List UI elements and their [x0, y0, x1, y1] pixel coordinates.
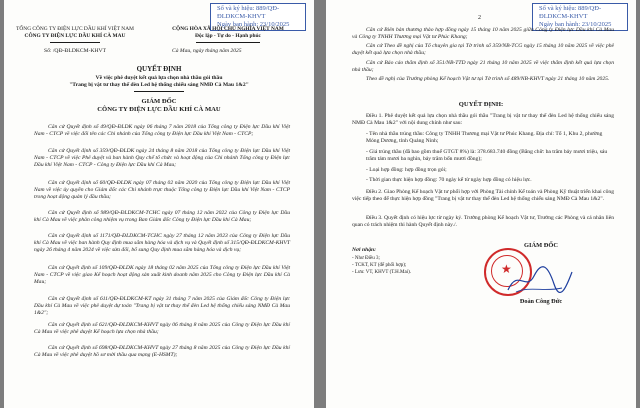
handwritten-signature: [504, 262, 574, 298]
decision-subtitle-2: "Trang bị vật tư thay thế đèn Led hệ thống chiếu sáng NMĐ Cà Mau 1&2": [69, 82, 249, 88]
basis-paragraph: Căn cứ Quyết định số 60/QĐ-ĐLDK ngày 07 tháng 02 năm 2020 của Tổng công ty Điện lực Dầu khí Việt Nam về việc ủy quyền cho Giám đốc các Chi nhánh trực thuộc Tổng công ty Điện lực Dầu khí Việt Nam - CTCP trong hoạt động quản lý đầu thầu;: [34, 180, 290, 201]
article-3: Điều 3. Quyết định có hiệu lực từ ngày ký. Trưởng phòng Kế hoạch Vật tư, Trưởng các Phòng và cá nhân liên quan có trách nhiệm thi hành Quyết định này./.: [352, 215, 614, 229]
motto-underline: [196, 42, 260, 43]
reg-number: Số và ký hiệu: 889/QĐ-ĐLDKCM-KHVT: [217, 5, 280, 20]
basis-paragraph: Căn cứ Quyết định số 989/QĐ-ĐLDKCM-TCHC ngày 07 tháng 12 năm 2022 của Công ty Điện lực Dầu khí Cà Mau về việc phân công nhiệm vụ trong Ban Giám đốc Công ty Điện lực Dầu khí Cà Mau;: [34, 210, 290, 224]
document-page-2: [326, 0, 636, 408]
award-detail: - Thời gian thực hiện hợp đồng: 70 ngày kể từ ngày hợp đồng có hiệu lực.: [366, 177, 532, 183]
award-detail: - Giá trúng thầu (đã bao gồm thuế GTGT 8%) là: 378.683.740 đồng (Bằng chữ: ba trăm bảy mươi triệu, sáu trăm tám mươi ba nghìn, bảy trăm bốn mươi đồng);: [366, 149, 608, 163]
nation-motto: Độc lập - Tự do - Hạnh phúc: [195, 33, 261, 39]
page-number: 2: [478, 15, 481, 21]
basis-paragraph: Căn cứ Quyết định số 621/QĐ-ĐLDKCM-KHVT ngày 06 tháng 8 năm 2025 của Công ty Điện lực Dầu khí Cà Mau về việc phê duyệt Kế hoạch lựa chọn nhà thầu;: [34, 322, 290, 336]
decide-heading: QUYẾT ĐỊNH:: [458, 101, 504, 108]
basis-paragraph: Căn cứ Quyết định số 49/QĐ-ĐLDK ngày 06 tháng 7 năm 2018 của Tổng công ty Điện lực Dầu khí Việt Nam - CTCP về việc đổi tên các Chi nhánh của Tổng công ty Điện lực Dầu khí Việt Nam - CTCP;: [34, 124, 290, 138]
basis-paragraph: Căn cứ Quyết định số 109/QĐ-ĐLDK ngày 18 tháng 02 năm 2025 của Tổng công ty Điện lực Dầu khí Việt Nam - CTCP về việc giao Kế hoạch hoạt động sản xuất kinh doanh năm 2025 cho Công ty Điện lực Dầu khí Cà Mau;: [34, 265, 290, 286]
recipients-title: Nơi nhận:: [352, 247, 376, 253]
recipient-item: - TCKT, KT (để phối hợp);: [352, 263, 407, 268]
document-page-1: [4, 0, 314, 408]
recipient-item: - Lưu: VT, KHVT (T.H.Mai).: [352, 270, 411, 275]
reg-number: Số và ký hiệu: 889/QĐ-ĐLDKCM-KHVT: [539, 5, 602, 20]
basis-paragraph: Căn cứ Báo cáo thẩm định số 351/NB-TTD ngày 21 tháng 10 năm 2025 về việc thẩm định kết quả lựa chọn nhà thầu;: [352, 60, 614, 74]
sign-title: GIÁM ĐỐC: [524, 242, 558, 249]
article-1: Điều 1. Phê duyệt kết quả lựa chọn nhà thầu gói thầu "Trang bị vật tư thay thế đèn Led hệ thống chiếu sáng NMĐ Cà Mau 1&2" với nội dung chính như sau:: [352, 113, 614, 127]
decision-title: QUYẾT ĐỊNH: [136, 65, 182, 73]
decision-subtitle-1: Về việc phê duyệt kết quả lựa chọn nhà thầu gói thầu: [95, 75, 223, 81]
org-underline: [50, 42, 100, 43]
document-number: Số: /QĐ-ĐLDKCM-KHVT: [44, 48, 106, 54]
award-detail: - Loại hợp đồng: hợp đồng trọn gói;: [366, 167, 447, 173]
director-org: CÔNG TY ĐIỆN LỰC DẦU KHÍ CÀ MAU: [97, 106, 221, 113]
title-underline: [134, 91, 184, 92]
award-detail: - Tên nhà thầu trúng thầu: Công ty TNHH Thương mại Vật tư Phúc Khang. Địa chỉ: Tổ 1, Khu 2, phường Móng Dương, tỉnh Quảng Ninh;: [366, 131, 603, 145]
reg-date: Ngày ban hành: 23/10/2025: [539, 21, 612, 28]
org-name: CÔNG TY ĐIỆN LỰC DẦU KHÍ CÀ MAU: [24, 33, 126, 39]
seal-star-icon: ★: [501, 262, 512, 276]
basis-paragraph: Căn cứ Quyết định số 698/QĐ-ĐLDKCM-KHVT ngày 27 tháng 8 năm 2025 của Công ty Điện lực Dầu khí Cà Mau về việc phê duyệt hồ sơ mời thầu qua mạng (E-HSMT);: [34, 345, 290, 359]
article-2: Điều 2. Giao Phòng Kế hoạch Vật tư phối hợp với Phòng Tài chính Kế toán và Phòng Kỹ thuật triển khai công việc tiếp theo để thực hiện hợp đồng "Trang bị vật tư thay thế đèn Led hệ thống chiếu sáng NMĐ Cà Mau 1&2".: [352, 189, 614, 203]
basis-paragraph: Căn cứ Biên bản thương thảo hợp đồng ngày 15 tháng 10 năm 2025 giữa Công ty Điện lực Dầu khí Cà Mau và Công ty TNHH Thương mại Vật tư Phúc Khang;: [352, 27, 614, 41]
basis-paragraph: Căn cứ Theo đề nghị của Tổ chuyên gia tại Tờ trình số 359/NB-TCG ngày 15 tháng 10 năm 2025 về việc phê duyệt kết quả lựa chọn nhà thầu;: [352, 43, 614, 57]
place-date: Cà Mau, ngày tháng năm 2025: [172, 48, 242, 54]
reg-date: Ngày ban hành: 23/10/2025: [217, 21, 290, 28]
basis-paragraph: Căn cứ Quyết định số 611/QĐ-ĐLDKCM-KT ngày 31 tháng 7 năm 2025 của Giám đốc Công ty Điện lực Dầu khí Cà Mau về việc phê duyệt dự toán "Trang bị vật tư thay thế đèn Led hệ thống chiếu sáng NMĐ Cà Mau 1&2";: [34, 296, 290, 317]
nation-name: CỘNG HÒA XÃ HỘI CHỦ NGHĨA VIỆT NAM: [172, 26, 284, 32]
parent-org: TỔNG CÔNG TY ĐIỆN LỰC DẦU KHÍ VIỆT NAM: [16, 26, 134, 32]
basis-paragraph: Theo đề nghị của Trưởng phòng Kế hoạch Vật tư tại Tờ trình số 489/NB-KHVT ngày 21 tháng 10 năm 2025.: [366, 76, 610, 82]
director-title: GIÁM ĐỐC: [141, 98, 177, 105]
basis-paragraph: Căn cứ Quyết định số 359/QĐ-ĐLDK ngày 24 tháng 8 năm 2018 của Tổng công ty Điện lực Dầu khí Việt Nam - CTCP về việc Phê duyệt và ban hành Quy chế tổ chức và hoạt động của Chi nhánh Tổng công ty Điện lực Dầu khí Việt Nam - CTCP - Công ty Điện lực Dầu khí Cà Mau;: [34, 148, 290, 169]
signer-name: Đoàn Công Đức: [519, 298, 563, 305]
basis-paragraph: Căn cứ Quyết định số 1171/QĐ-ĐLDKCM-TCHC ngày 27 tháng 12 năm 2023 của Công ty Điện lực Dầu khí Cà Mau về việc ban hành Quy định mua sắm hàng hóa và dịch vụ và Quyết định số 315/QĐ-ĐLDKCM-KHVT ngày 26 tháng 4 năm 2024 về việc sửa đổi, bổ sung Quy định mua sắm hàng hóa và dịch vụ;: [34, 233, 290, 254]
recipient-item: - Như Điều 3;: [352, 256, 380, 261]
